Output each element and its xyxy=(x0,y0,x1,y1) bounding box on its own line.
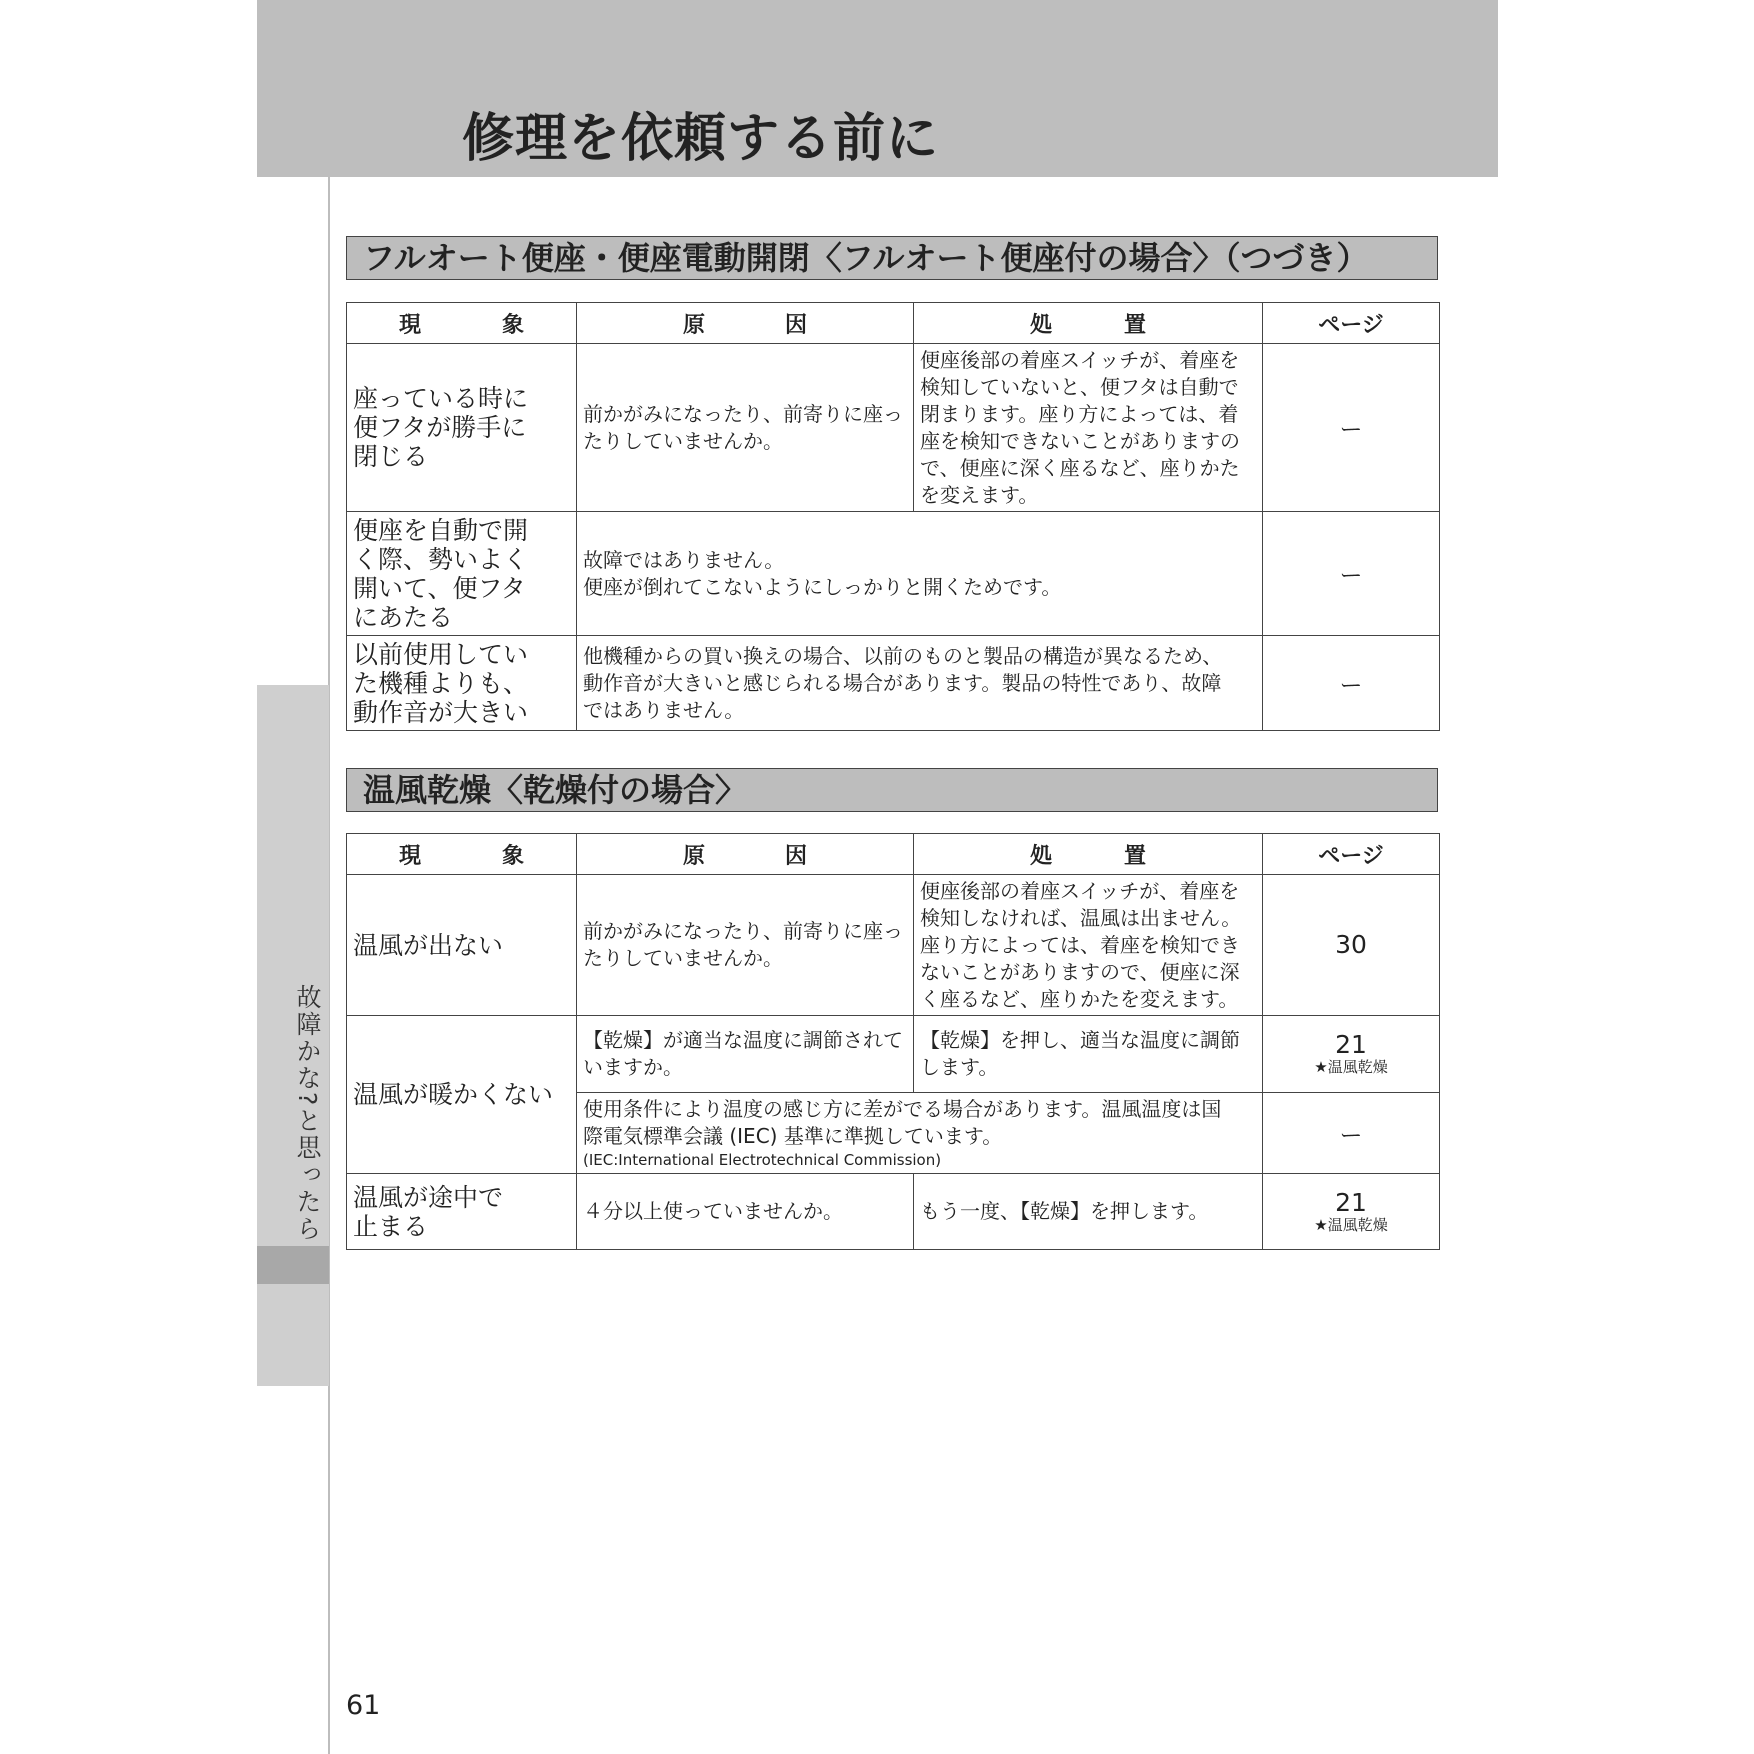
phenomenon-cell: 便座を自動で開 く際、勢いよく 開いて、便フタ にあたる xyxy=(347,512,577,636)
page-cell: ー xyxy=(1263,512,1440,636)
header-cause: 原 因 xyxy=(577,303,914,344)
phenomenon-cell: 温風が出ない xyxy=(347,875,577,1016)
page-title: 修理を依頼する前に xyxy=(462,109,940,169)
page-cell: 21 ★温風乾燥 xyxy=(1263,1174,1440,1250)
page-cell: 30 xyxy=(1263,875,1440,1016)
phenomenon-cell: 温風が暖かくない xyxy=(347,1016,577,1174)
table-row xyxy=(347,1016,1440,1093)
side-tab-marker xyxy=(257,1246,329,1284)
header-cause: 原 因 xyxy=(577,834,914,875)
header-phenomenon: 現 象 xyxy=(347,834,577,875)
table-row xyxy=(347,636,1440,731)
troubleshoot-table-dryer xyxy=(346,833,1440,1250)
phenomenon-cell: 座っている時に 便フタが勝手に 閉じる xyxy=(347,344,577,512)
header-remedy: 処 置 xyxy=(914,834,1263,875)
phenomenon-cell: 温風が途中で 止まる xyxy=(347,1174,577,1250)
cause-cell: 【乾燥】が適当な温度に調節されて いますか。 xyxy=(577,1016,914,1093)
cause-cell: ４分以上使っていませんか。 xyxy=(577,1174,914,1250)
remedy-cell: 便座後部の着座スイッチが、着座を 検知しなければ、温風は出ません。 座り方によっては、着座を検知でき ないことがありますので、便座に深 く座るなど、座りかたを変えます。 xyxy=(914,875,1263,1016)
remedy-cell: もう一度、【乾燥】を押します。 xyxy=(914,1174,1263,1250)
cause-remedy-cell: 使用条件により温度の感じ方に差がでる場合があります。温風温度は国 際電気標準会議 (IEC) 基準に準拠しています。 (IEC:International Electrotechnical Commission) xyxy=(577,1093,1263,1174)
page-cell: ー xyxy=(1263,344,1440,512)
header-page: ページ xyxy=(1263,834,1440,875)
troubleshoot-table-fullauto xyxy=(346,302,1440,731)
table-header-row xyxy=(347,303,1440,344)
header-remedy: 処 置 xyxy=(914,303,1263,344)
side-tab-label: 故障かな?と思ったら xyxy=(293,984,322,1243)
section-title-fullauto: フルオート便座・便座電動開閉〈フルオート便座付の場合〉（つづき） xyxy=(346,236,1438,280)
table-row xyxy=(347,344,1440,512)
remedy-cell: 【乾燥】を押し、適当な温度に調節 します。 xyxy=(914,1016,1263,1093)
section-title-dryer: 温風乾燥〈乾燥付の場合〉 xyxy=(346,768,1438,812)
phenomenon-cell: 以前使用してい た機種よりも、 動作音が大きい xyxy=(347,636,577,731)
cause-cell: 前かがみになったり、前寄りに座っ たりしていませんか。 xyxy=(577,875,914,1016)
page-number: 61 xyxy=(346,1690,381,1721)
remedy-cell: 便座後部の着座スイッチが、着座を 検知していないと、便フタは自動で 閉まります。座り方によっては、着 座を検知できないことがありますの で、便座に深く座るなど、座りかた を変えます。 xyxy=(914,344,1263,512)
table-row xyxy=(347,512,1440,636)
page-cell: 21 ★温風乾燥 xyxy=(1263,1016,1440,1093)
side-tab-lower xyxy=(257,1284,329,1386)
page-cell: ー xyxy=(1263,636,1440,731)
page-cell: ー xyxy=(1263,1093,1440,1174)
cause-remedy-cell: 故障ではありません。 便座が倒れてこないようにしっかりと開くためです。 xyxy=(577,512,1263,636)
cause-cell: 前かがみになったり、前寄りに座っ たりしていませんか。 xyxy=(577,344,914,512)
table-row xyxy=(347,875,1440,1016)
table-row xyxy=(347,1174,1440,1250)
header-page: ページ xyxy=(1263,303,1440,344)
table-header-row xyxy=(347,834,1440,875)
header-phenomenon: 現 象 xyxy=(347,303,577,344)
cause-remedy-cell: 他機種からの買い換えの場合、以前のものと製品の構造が異なるため、 動作音が大きいと感じられる場合があります。製品の特性であり、故障 ではありません。 xyxy=(577,636,1263,731)
